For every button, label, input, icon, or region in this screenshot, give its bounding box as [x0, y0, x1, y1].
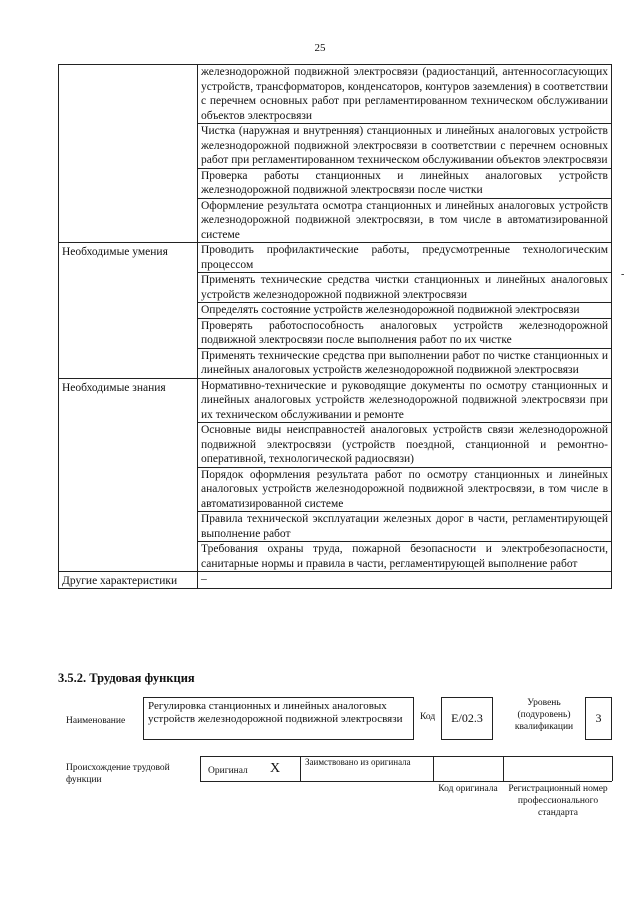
reg-number-label: Регистрационный номер профессионального стандарта [508, 784, 608, 818]
table-row [59, 65, 612, 124]
row-item: Нормативно-технические и руководящие документы по осмотру станционных и линейных аналоговых устройств железнодорожной подвижной электросвязи при их техническом обслуживании и ремонте [198, 378, 612, 423]
row-label: Необходимые знания [59, 378, 198, 572]
code-original-label: Код оригинала [438, 784, 498, 794]
original-mark: X [270, 761, 281, 776]
level-value: 3 [585, 697, 612, 740]
code-label: Код [420, 712, 436, 722]
table-row [59, 572, 612, 589]
level-label: Уровень (подуровень) квалификации [514, 698, 574, 732]
code-value: E/02.3 [441, 697, 493, 740]
row-item: Правила технической эксплуатации железных дорог в части, регламентирующей выполнение работ [198, 512, 612, 542]
row-label: Необходимые умения [59, 243, 198, 379]
row-item: Проверка работы станционных и линейных аналоговых устройств железнодорожной подвижной электросвязи после чистки [198, 168, 612, 198]
row-item: Оформление результата осмотра станционных и линейных аналоговых устройств железнодорожной подвижной электросвязи, в том числе в автоматизированной системе [198, 198, 612, 243]
work-function-table [58, 64, 612, 589]
origin-label: Происхождение трудовой функции [66, 763, 170, 785]
page-number: 25 [314, 42, 326, 54]
name-value: Регулировка станционных и линейных аналоговых устройств железнодорожной подвижной электросвязи [148, 700, 403, 725]
name-label: Наименование [66, 716, 126, 726]
row-label [59, 65, 198, 243]
row-item: Проводить профилактические работы, предусмотренные технологическим процессом [198, 243, 612, 273]
table-row [59, 378, 612, 423]
name-box [143, 697, 414, 740]
row-item: Основные виды неисправностей аналоговых устройств связи железнодорожной подвижной электросвязи (устройств поездной, станционной и ремонтно-оперативной, технологической радиосвязи) [198, 423, 612, 468]
margin-mark: - [621, 269, 625, 280]
row-item: Проверять работоспособность аналоговых устройств железнодорожной подвижной электросвязи после выполнения работ по их чистке [198, 318, 612, 348]
row-item: железнодорожной подвижной электросвязи (радиостанций, антенносогласующих устройств, трансформаторов, конденсаторов, контуров заземления) в соответствии с перечнем основных работ при регламентированном техническом обслуживании объектов электросвязи [198, 65, 612, 124]
row-label: Другие характеристики [59, 572, 198, 589]
borrowed-label: Заимствовано из оригинала [305, 757, 411, 767]
table-row [59, 243, 612, 273]
row-item: Требования охраны труда, пожарной безопасности и электробезопасности, санитарные нормы и правила в части, регламентирующей выполнение работ [198, 542, 612, 572]
row-item: – [198, 572, 612, 589]
row-item: Применять технические средства чистки станционных и линейных аналоговых устройств железнодорожной подвижной электросвязи [198, 273, 612, 303]
row-item: Порядок оформления результата работ по осмотру станционных и линейных аналоговых устройств железнодорожной подвижной электросвязи, в том числе в автоматизированной системе [198, 467, 612, 512]
row-item: Чистка (наружная и внутренняя) станционных и линейных аналоговых устройств железнодорожной подвижной электросвязи в соответствии с перечнем основных работ при регламентированном техническом обслуживании объектов электросвязи [198, 124, 612, 169]
row-item: Определять состояние устройств железнодорожной подвижной электросвязи [198, 303, 612, 319]
original-label: Оригинал [208, 766, 248, 776]
row-item: Применять технические средства при выполнении работ по чистке станционных и линейных аналоговых устройств железнодорожной подвижной электросвязи [198, 348, 612, 378]
section-title: 3.5.2. Трудовая функция [58, 671, 195, 685]
